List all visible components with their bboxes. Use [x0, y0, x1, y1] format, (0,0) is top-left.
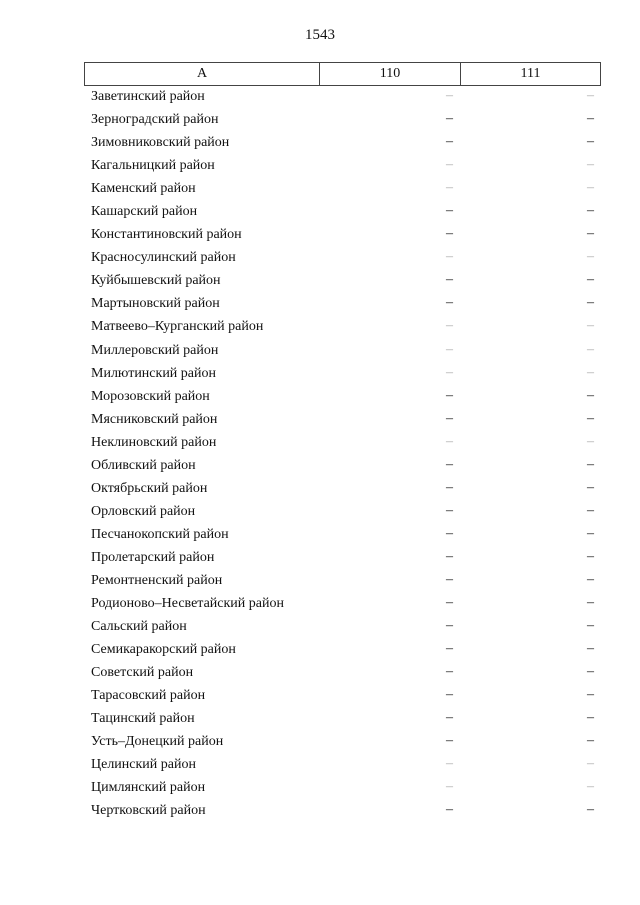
table-header	[84, 62, 601, 86]
district-name: Целинский район	[91, 757, 196, 773]
value-110: –	[446, 341, 453, 357]
district-name: Ремонтненский район	[91, 572, 223, 588]
value-110: –	[446, 295, 453, 311]
value-111: –	[587, 433, 594, 449]
district-name: Мартыновский район	[91, 296, 220, 312]
value-110: –	[446, 456, 453, 472]
value-111: –	[587, 479, 594, 495]
value-111: –	[587, 618, 594, 634]
header-col-111: 111	[461, 63, 601, 86]
value-110: –	[446, 272, 453, 288]
table-row	[0, 409, 640, 432]
table-row	[0, 570, 640, 593]
value-111: –	[587, 134, 594, 150]
district-name: Кашарский район	[91, 204, 198, 220]
value-110: –	[446, 618, 453, 634]
value-110: –	[446, 111, 453, 127]
header-col-110: 110	[320, 63, 461, 86]
value-111: –	[587, 525, 594, 541]
district-name: Мясниковский район	[91, 411, 218, 427]
table-row	[0, 201, 640, 224]
table-row	[0, 593, 640, 616]
district-name: Семикаракорский район	[91, 642, 236, 658]
value-111: –	[587, 180, 594, 196]
district-name: Октябрьский район	[91, 480, 208, 496]
district-name: Зимовниковский район	[91, 135, 230, 151]
table-row	[0, 155, 640, 178]
district-name: Красносулинский район	[91, 250, 236, 266]
value-110: –	[446, 687, 453, 703]
table-row	[0, 777, 640, 800]
district-name: Милютинский район	[91, 365, 217, 381]
district-name: Неклиновский район	[91, 434, 217, 450]
table-row	[0, 662, 640, 685]
table-row	[0, 247, 640, 270]
table-row	[0, 455, 640, 478]
value-110: –	[446, 548, 453, 564]
district-name: Матвеево–Курганский район	[91, 319, 264, 335]
district-name: Заветинский район	[91, 89, 205, 104]
value-111: –	[587, 595, 594, 611]
district-name: Кагальницкий район	[91, 158, 215, 174]
district-name: Морозовский район	[91, 388, 210, 404]
value-110: –	[446, 525, 453, 541]
value-110: –	[446, 502, 453, 518]
value-110: –	[446, 203, 453, 219]
table-row	[0, 293, 640, 316]
table-row	[0, 224, 640, 247]
value-110: –	[446, 733, 453, 749]
table-row	[0, 639, 640, 662]
table-row	[0, 132, 640, 155]
district-name: Константиновский район	[91, 227, 242, 243]
table-row	[0, 270, 640, 293]
table-row	[0, 432, 640, 455]
table-row	[0, 800, 640, 823]
district-name: Орловский район	[91, 503, 196, 519]
value-110: –	[446, 779, 453, 795]
value-111: –	[587, 111, 594, 127]
table-row	[0, 685, 640, 708]
value-111: –	[587, 272, 594, 288]
district-name: Тацинский район	[91, 711, 195, 727]
value-111: –	[587, 203, 594, 219]
header-col-a: А	[85, 63, 320, 86]
value-110: –	[446, 410, 453, 426]
value-110: –	[446, 710, 453, 726]
district-name: Обливский район	[91, 457, 196, 473]
district-name: Куйбышевский район	[91, 273, 221, 289]
table-row	[0, 340, 640, 363]
value-111: –	[587, 318, 594, 334]
table-row	[0, 109, 640, 132]
table-row	[0, 616, 640, 639]
value-111: –	[587, 295, 594, 311]
value-111: –	[587, 341, 594, 357]
value-111: –	[587, 548, 594, 564]
district-name: Зерноградский район	[91, 112, 219, 128]
value-111: –	[587, 387, 594, 403]
table-body	[0, 86, 640, 824]
value-111: –	[587, 710, 594, 726]
table-row	[0, 363, 640, 386]
table-row	[0, 501, 640, 524]
table-row	[0, 478, 640, 501]
district-name: Миллеровский район	[91, 342, 219, 358]
value-110: –	[446, 641, 453, 657]
value-111: –	[587, 249, 594, 265]
value-111: –	[587, 157, 594, 173]
value-110: –	[446, 664, 453, 680]
value-111: –	[587, 802, 594, 818]
value-111: –	[587, 88, 594, 103]
table-row	[0, 386, 640, 409]
value-110: –	[446, 180, 453, 196]
value-111: –	[587, 571, 594, 587]
district-name: Тарасовский район	[91, 688, 206, 704]
district-name: Советский район	[91, 665, 194, 681]
value-110: –	[446, 387, 453, 403]
value-111: –	[587, 364, 594, 380]
district-name: Сальский район	[91, 619, 187, 635]
value-111: –	[587, 226, 594, 242]
value-110: –	[446, 433, 453, 449]
value-110: –	[446, 364, 453, 380]
table-row	[0, 86, 640, 109]
value-110: –	[446, 88, 453, 103]
value-111: –	[587, 456, 594, 472]
table-row	[0, 731, 640, 754]
table-row	[0, 316, 640, 339]
value-111: –	[587, 641, 594, 657]
district-name: Пролетарский район	[91, 549, 215, 565]
table-row	[0, 708, 640, 731]
district-name: Чертковский район	[91, 803, 206, 819]
table-row	[0, 547, 640, 570]
value-111: –	[587, 687, 594, 703]
page-number: 1543	[305, 27, 335, 43]
value-110: –	[446, 249, 453, 265]
table-row	[0, 524, 640, 547]
district-name: Каменский район	[91, 181, 196, 197]
value-110: –	[446, 595, 453, 611]
district-name: Песчанокопский район	[91, 526, 229, 542]
value-110: –	[446, 226, 453, 242]
value-111: –	[587, 664, 594, 680]
value-111: –	[587, 733, 594, 749]
value-110: –	[446, 756, 453, 772]
value-110: –	[446, 479, 453, 495]
value-110: –	[446, 318, 453, 334]
table-row	[0, 178, 640, 201]
value-111: –	[587, 779, 594, 795]
value-111: –	[587, 410, 594, 426]
value-110: –	[446, 157, 453, 173]
district-name: Родионово–Несветайский район	[91, 596, 284, 612]
district-name: Усть–Донецкий район	[91, 734, 224, 750]
value-110: –	[446, 802, 453, 818]
value-111: –	[587, 756, 594, 772]
table-row	[0, 754, 640, 777]
value-110: –	[446, 571, 453, 587]
value-110: –	[446, 134, 453, 150]
district-name: Цимлянский район	[91, 780, 206, 796]
value-111: –	[587, 502, 594, 518]
